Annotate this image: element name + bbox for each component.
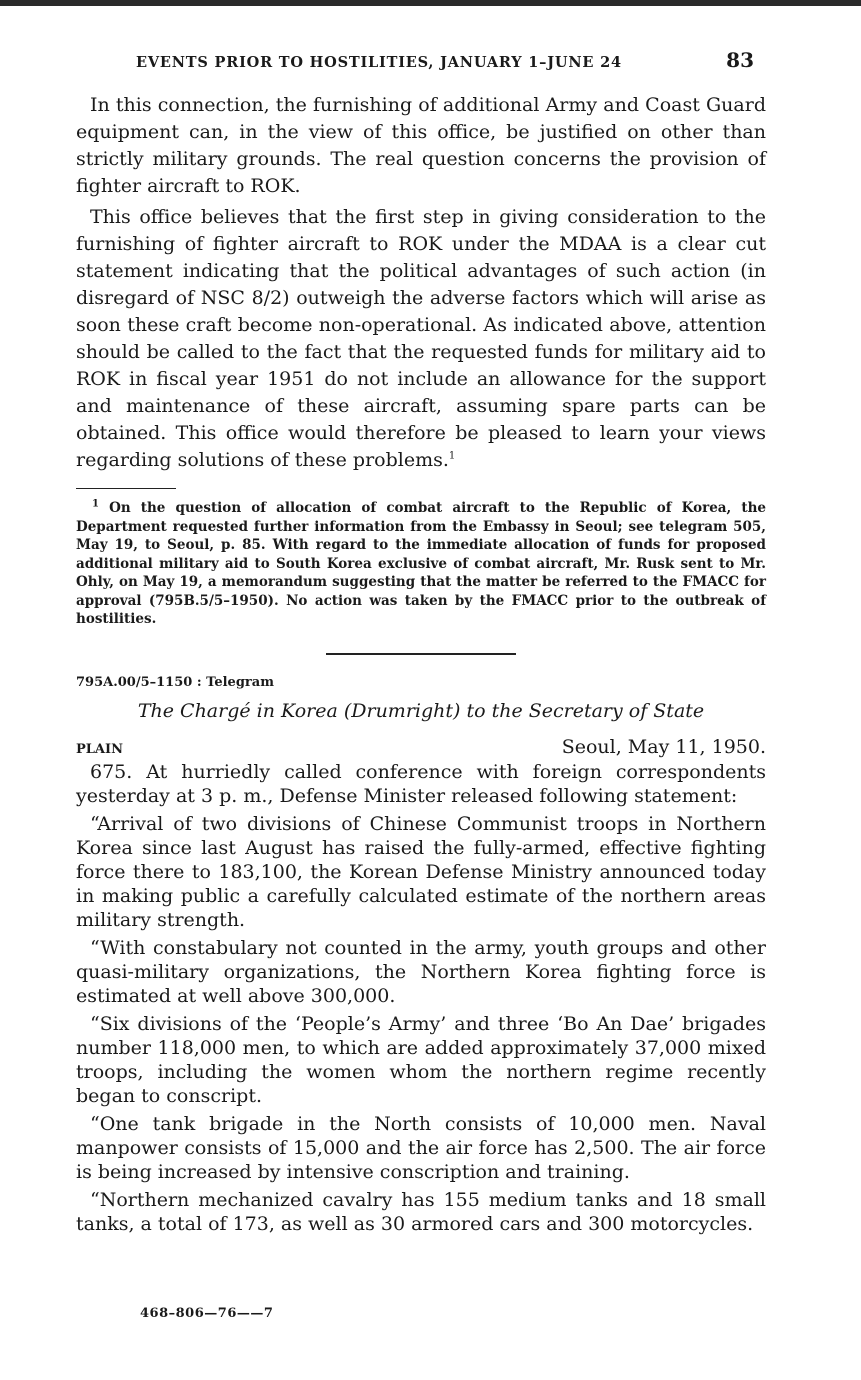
page-number: 83: [726, 48, 754, 72]
file-reference: 795A.00/5–1150 : Telegram: [76, 674, 274, 690]
body-paragraph: [76, 204, 766, 474]
running-header: [76, 48, 766, 72]
telegram-paragraph: “With constabulary not counted in the army, youth groups and other quasi-military organizations, the Northern Korea fighting force is estimated at well above 300,000.: [76, 936, 766, 1007]
telegram-paragraph: “One tank brigade in the North consists of 10,000 men. Naval manpower consists of 15,000 and the air force has 2,500. The air force is being increased by intensive conscription and training.: [76, 1112, 766, 1183]
telegram-paragraph: “Arrival of two divisions of Chinese Communist troops in Northern Korea since last August has raised the fully-armed, effective fighting force there to 183,100, the Korean Defense Ministry announced today in making public a carefully calculated estimate of the northern areas military strength.: [76, 812, 766, 931]
telegram-body: [76, 760, 766, 1236]
running-title: EVENTS PRIOR TO HOSTILITIES, JANUARY 1–JUNE 24: [136, 54, 622, 71]
body-paragraph-text: This office believes that the first step in giving consideration to the furnishing of fighter aircraft to ROK under the MDAA is a clear cut statement indicating that the political advantages of such action (in disregard of NSC 8/2) outweigh the adverse factors which will arise as soon these craft become non-operational. As indicated above, attention should be called to the fact that the requested funds for military aid to ROK in fiscal year 1951 do not include an allowance for the support and maintenance of these aircraft, assuming spare parts can be obtained. This office would therefore be pleased to learn your views regarding solutions of these problems.: [76, 206, 766, 471]
telegram-paragraph: 675. At hurriedly called conference with foreign correspondents yesterday at 3 p. m., Defense Minister released following statement:: [76, 760, 766, 807]
memo-continuation: [76, 92, 766, 474]
page-top-border: [0, 0, 861, 6]
body-paragraph: In this connection, the furnishing of additional Army and Coast Guard equipment can, in the view of this office, be justified on other than strictly military grounds. The real question concerns the provision of fighter aircraft to ROK.: [76, 94, 766, 197]
footnote-text: On the question of allocation of combat aircraft to the Republic of Korea, the Department requested further information from the Embassy in Seoul; see telegram 505, May 19, to Seoul, p. 85. With regard to the immediate allocation of funds for proposed additional military aid to South Korea exclusive of combat aircraft, Mr. Rusk sent to Mr. Ohly, on May 19, a memorandum suggesting that the matter be referred to the FMACC for approval (795B.5/5–1950). No action was taken by the FMACC prior to the outbreak of hostilities.: [76, 500, 767, 627]
footnote: [76, 499, 766, 629]
dateline-row: [76, 736, 766, 758]
telegram-paragraph: “Northern mechanized cavalry has 155 medium tanks and 18 small tanks, a total of 173, as well as 30 armored cars and 300 motorcycles.: [76, 1188, 766, 1235]
dateline: Seoul, May 11, 1950.: [561, 735, 766, 758]
document-page: [76, 48, 766, 1236]
telegram-paragraph: “Six divisions of the ‘People’s Army’ and three ‘Bo An Dae’ brigades number 118,000 men, to which are added approximately 37,000 mixed troops, including the women whom the northern regime recently began to conscript.: [76, 1012, 766, 1107]
section-divider: [326, 653, 516, 655]
classification-label: PLAIN: [76, 741, 123, 757]
document-heading: The Chargé in Korea (Drumright) to the Secretary of State: [137, 699, 705, 722]
footnote-divider: [76, 488, 176, 489]
footnote-marker: 1: [92, 498, 99, 510]
printer-mark: 468–806—76——7: [140, 1306, 274, 1321]
footnote-reference: 1: [448, 450, 456, 462]
